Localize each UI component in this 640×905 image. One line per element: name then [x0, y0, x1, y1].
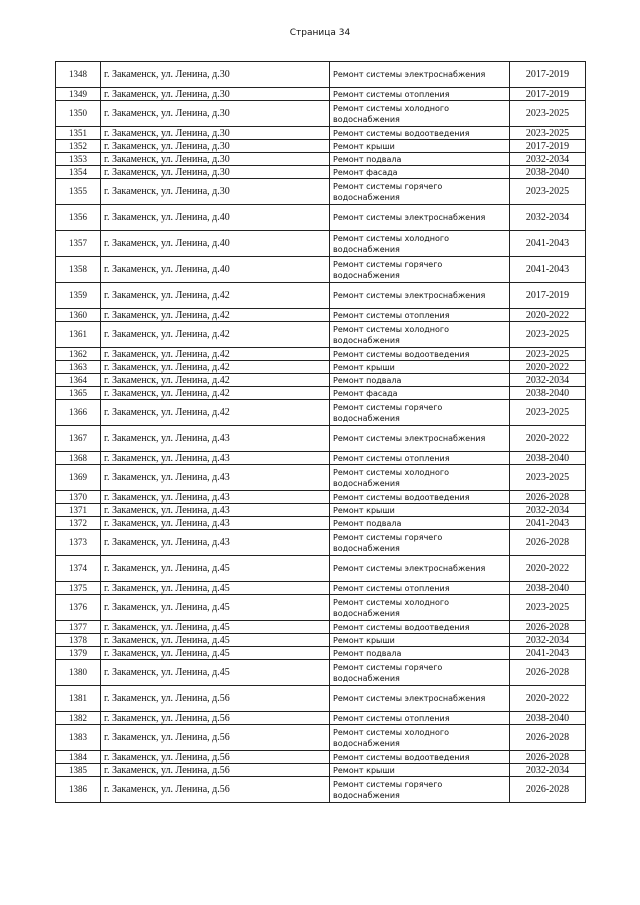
row-work-type: Ремонт системы отопления [330, 309, 510, 322]
table-row [56, 465, 586, 491]
row-period: 2023-2025 [510, 322, 586, 348]
row-work-type: Ремонт системы холодного водоснабжения [330, 725, 510, 751]
row-period: 2041-2043 [510, 517, 586, 530]
table-row [56, 387, 586, 400]
row-work-type: Ремонт системы электроснабжения [330, 283, 510, 309]
row-period: 2032-2034 [510, 153, 586, 166]
table-row [56, 400, 586, 426]
row-period: 2038-2040 [510, 387, 586, 400]
row-work-type: Ремонт системы водоотведения [330, 127, 510, 140]
row-address: г. Закаменск, ул. Ленина, д.43 [101, 504, 330, 517]
row-number: 1364 [56, 374, 101, 387]
row-number: 1385 [56, 764, 101, 777]
table-row [56, 101, 586, 127]
table-row [56, 452, 586, 465]
row-number: 1380 [56, 660, 101, 686]
table-row [56, 127, 586, 140]
row-address: г. Закаменск, ул. Ленина, д.30 [101, 140, 330, 153]
row-work-type: Ремонт системы горячего водоснабжения [330, 660, 510, 686]
row-number: 1383 [56, 725, 101, 751]
row-address: г. Закаменск, ул. Ленина, д.56 [101, 751, 330, 764]
table-row [56, 491, 586, 504]
row-number: 1378 [56, 634, 101, 647]
table-row [56, 712, 586, 725]
row-address: г. Закаменск, ул. Ленина, д.30 [101, 166, 330, 179]
row-work-type: Ремонт системы электроснабжения [330, 686, 510, 712]
row-address: г. Закаменск, ул. Ленина, д.42 [101, 361, 330, 374]
table-row [56, 62, 586, 88]
row-work-type: Ремонт системы горячего водоснабжения [330, 400, 510, 426]
row-address: г. Закаменск, ул. Ленина, д.45 [101, 595, 330, 621]
row-work-type: Ремонт крыши [330, 634, 510, 647]
table-row [56, 179, 586, 205]
row-number: 1365 [56, 387, 101, 400]
row-period: 2020-2022 [510, 556, 586, 582]
row-period: 2026-2028 [510, 530, 586, 556]
table-row [56, 322, 586, 348]
table-row [56, 777, 586, 803]
row-number: 1362 [56, 348, 101, 361]
row-number: 1351 [56, 127, 101, 140]
row-number: 1363 [56, 361, 101, 374]
row-period: 2026-2028 [510, 491, 586, 504]
row-number: 1368 [56, 452, 101, 465]
row-address: г. Закаменск, ул. Ленина, д.42 [101, 400, 330, 426]
row-work-type: Ремонт системы отопления [330, 712, 510, 725]
row-period: 2038-2040 [510, 166, 586, 179]
row-number: 1359 [56, 283, 101, 309]
row-work-type: Ремонт подвала [330, 647, 510, 660]
row-work-type: Ремонт системы отопления [330, 88, 510, 101]
row-address: г. Закаменск, ул. Ленина, д.40 [101, 257, 330, 283]
row-work-type: Ремонт системы отопления [330, 452, 510, 465]
table-row [56, 595, 586, 621]
row-period: 2020-2022 [510, 309, 586, 322]
row-work-type: Ремонт системы горячего водоснабжения [330, 777, 510, 803]
row-work-type: Ремонт системы электроснабжения [330, 426, 510, 452]
row-address: г. Закаменск, ул. Ленина, д.43 [101, 491, 330, 504]
row-period: 2023-2025 [510, 101, 586, 127]
row-number: 1355 [56, 179, 101, 205]
row-number: 1354 [56, 166, 101, 179]
row-work-type: Ремонт крыши [330, 504, 510, 517]
row-number: 1371 [56, 504, 101, 517]
row-number: 1377 [56, 621, 101, 634]
row-number: 1374 [56, 556, 101, 582]
row-address: г. Закаменск, ул. Ленина, д.56 [101, 686, 330, 712]
row-number: 1372 [56, 517, 101, 530]
row-work-type: Ремонт системы водоотведения [330, 621, 510, 634]
row-period: 2032-2034 [510, 504, 586, 517]
row-work-type: Ремонт системы электроснабжения [330, 62, 510, 88]
row-number: 1356 [56, 205, 101, 231]
table-row [56, 205, 586, 231]
row-period: 2032-2034 [510, 764, 586, 777]
row-period: 2017-2019 [510, 283, 586, 309]
row-period: 2038-2040 [510, 712, 586, 725]
row-work-type: Ремонт системы горячего водоснабжения [330, 530, 510, 556]
row-period: 2026-2028 [510, 621, 586, 634]
row-work-type: Ремонт системы водоотведения [330, 491, 510, 504]
row-work-type: Ремонт системы водоотведения [330, 751, 510, 764]
row-address: г. Закаменск, ул. Ленина, д.42 [101, 387, 330, 400]
row-period: 2023-2025 [510, 595, 586, 621]
table-row [56, 634, 586, 647]
row-period: 2026-2028 [510, 751, 586, 764]
row-work-type: Ремонт системы холодного водоснабжения [330, 465, 510, 491]
row-address: г. Закаменск, ул. Ленина, д.45 [101, 634, 330, 647]
row-number: 1375 [56, 582, 101, 595]
table-row [56, 725, 586, 751]
registry-table-body [56, 62, 586, 803]
row-period: 2032-2034 [510, 634, 586, 647]
row-work-type: Ремонт системы горячего водоснабжения [330, 179, 510, 205]
row-address: г. Закаменск, ул. Ленина, д.45 [101, 660, 330, 686]
row-period: 2023-2025 [510, 348, 586, 361]
row-number: 1348 [56, 62, 101, 88]
row-period: 2026-2028 [510, 777, 586, 803]
row-period: 2032-2034 [510, 205, 586, 231]
table-row [56, 231, 586, 257]
table-row [56, 361, 586, 374]
row-number: 1367 [56, 426, 101, 452]
row-number: 1370 [56, 491, 101, 504]
row-address: г. Закаменск, ул. Ленина, д.40 [101, 231, 330, 257]
row-work-type: Ремонт крыши [330, 140, 510, 153]
row-work-type: Ремонт подвала [330, 153, 510, 166]
row-period: 2017-2019 [510, 88, 586, 101]
row-number: 1352 [56, 140, 101, 153]
row-period: 2023-2025 [510, 179, 586, 205]
row-number: 1382 [56, 712, 101, 725]
table-row [56, 582, 586, 595]
row-number: 1369 [56, 465, 101, 491]
table-row [56, 647, 586, 660]
row-address: г. Закаменск, ул. Ленина, д.56 [101, 712, 330, 725]
row-period: 2020-2022 [510, 361, 586, 374]
row-address: г. Закаменск, ул. Ленина, д.40 [101, 205, 330, 231]
row-period: 2038-2040 [510, 452, 586, 465]
row-period: 2017-2019 [510, 140, 586, 153]
row-work-type: Ремонт крыши [330, 361, 510, 374]
row-address: г. Закаменск, ул. Ленина, д.30 [101, 153, 330, 166]
row-address: г. Закаменск, ул. Ленина, д.43 [101, 426, 330, 452]
row-address: г. Закаменск, ул. Ленина, д.45 [101, 621, 330, 634]
row-address: г. Закаменск, ул. Ленина, д.43 [101, 452, 330, 465]
row-period: 2023-2025 [510, 400, 586, 426]
row-period: 2026-2028 [510, 660, 586, 686]
table-row [56, 166, 586, 179]
row-work-type: Ремонт системы электроснабжения [330, 556, 510, 582]
row-number: 1386 [56, 777, 101, 803]
row-period: 2041-2043 [510, 257, 586, 283]
row-number: 1376 [56, 595, 101, 621]
row-number: 1357 [56, 231, 101, 257]
table-row [56, 751, 586, 764]
row-address: г. Закаменск, ул. Ленина, д.42 [101, 348, 330, 361]
table-row [56, 530, 586, 556]
row-address: г. Закаменск, ул. Ленина, д.30 [101, 127, 330, 140]
row-work-type: Ремонт системы холодного водоснабжения [330, 101, 510, 127]
row-work-type: Ремонт системы водоотведения [330, 348, 510, 361]
row-period: 2020-2022 [510, 426, 586, 452]
row-number: 1353 [56, 153, 101, 166]
table-row [56, 621, 586, 634]
row-period: 2041-2043 [510, 231, 586, 257]
registry-table [55, 61, 586, 803]
row-work-type: Ремонт подвала [330, 374, 510, 387]
row-work-type: Ремонт системы холодного водоснабжения [330, 595, 510, 621]
row-work-type: Ремонт системы холодного водоснабжения [330, 322, 510, 348]
row-period: 2038-2040 [510, 582, 586, 595]
row-address: г. Закаменск, ул. Ленина, д.42 [101, 309, 330, 322]
row-work-type: Ремонт фасада [330, 387, 510, 400]
row-period: 2032-2034 [510, 374, 586, 387]
table-row [56, 686, 586, 712]
table-row [56, 257, 586, 283]
row-number: 1384 [56, 751, 101, 764]
table-row [56, 517, 586, 530]
row-work-type: Ремонт системы электроснабжения [330, 205, 510, 231]
row-work-type: Ремонт системы холодного водоснабжения [330, 231, 510, 257]
row-address: г. Закаменск, ул. Ленина, д.45 [101, 556, 330, 582]
row-address: г. Закаменск, ул. Ленина, д.45 [101, 582, 330, 595]
table-row [56, 426, 586, 452]
table-row [56, 283, 586, 309]
row-address: г. Закаменск, ул. Ленина, д.43 [101, 517, 330, 530]
row-number: 1349 [56, 88, 101, 101]
row-address: г. Закаменск, ул. Ленина, д.42 [101, 322, 330, 348]
table-row [56, 140, 586, 153]
row-number: 1350 [56, 101, 101, 127]
row-work-type: Ремонт системы горячего водоснабжения [330, 257, 510, 283]
row-work-type: Ремонт крыши [330, 764, 510, 777]
row-period: 2017-2019 [510, 62, 586, 88]
row-period: 2020-2022 [510, 686, 586, 712]
row-period: 2023-2025 [510, 127, 586, 140]
row-address: г. Закаменск, ул. Ленина, д.56 [101, 777, 330, 803]
row-period: 2023-2025 [510, 465, 586, 491]
row-address: г. Закаменск, ул. Ленина, д.43 [101, 530, 330, 556]
row-work-type: Ремонт системы отопления [330, 582, 510, 595]
row-address: г. Закаменск, ул. Ленина, д.43 [101, 465, 330, 491]
table-row [56, 88, 586, 101]
table-row [56, 374, 586, 387]
row-number: 1358 [56, 257, 101, 283]
row-number: 1381 [56, 686, 101, 712]
row-number: 1373 [56, 530, 101, 556]
row-number: 1379 [56, 647, 101, 660]
row-work-type: Ремонт фасада [330, 166, 510, 179]
row-address: г. Закаменск, ул. Ленина, д.42 [101, 283, 330, 309]
row-address: г. Закаменск, ул. Ленина, д.42 [101, 374, 330, 387]
row-work-type: Ремонт подвала [330, 517, 510, 530]
row-address: г. Закаменск, ул. Ленина, д.56 [101, 764, 330, 777]
row-address: г. Закаменск, ул. Ленина, д.45 [101, 647, 330, 660]
table-row [56, 556, 586, 582]
table-row [56, 309, 586, 322]
table-row [56, 348, 586, 361]
row-number: 1360 [56, 309, 101, 322]
row-address: г. Закаменск, ул. Ленина, д.30 [101, 179, 330, 205]
table-row [56, 660, 586, 686]
row-number: 1361 [56, 322, 101, 348]
row-address: г. Закаменск, ул. Ленина, д.56 [101, 725, 330, 751]
row-address: г. Закаменск, ул. Ленина, д.30 [101, 101, 330, 127]
table-row [56, 153, 586, 166]
table-row [56, 504, 586, 517]
row-number: 1366 [56, 400, 101, 426]
row-period: 2041-2043 [510, 647, 586, 660]
table-row [56, 764, 586, 777]
page-header: Страница 34 [289, 28, 351, 38]
row-address: г. Закаменск, ул. Ленина, д.30 [101, 88, 330, 101]
row-address: г. Закаменск, ул. Ленина, д.30 [101, 62, 330, 88]
row-period: 2026-2028 [510, 725, 586, 751]
